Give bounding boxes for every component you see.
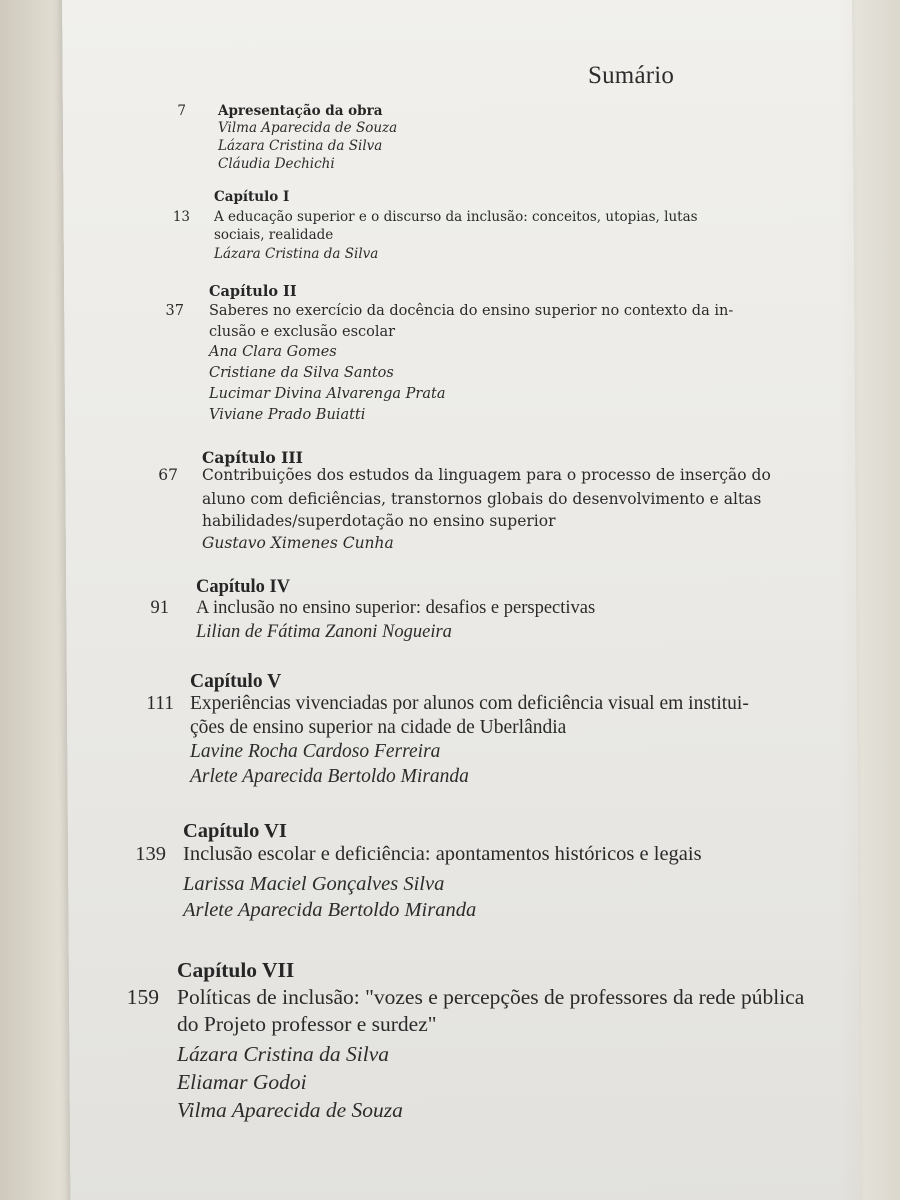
chapter-title-line: sociais, realidade <box>214 227 334 243</box>
chapter-title-line: habilidades/superdotação no ensino superior <box>202 512 556 530</box>
chapter-heading: Capítulo VI <box>183 820 287 842</box>
author-name: Lucimar Divina Alvarenga Prata <box>209 386 446 402</box>
author-name: Arlete Aparecida Bertoldo Miranda <box>190 766 469 787</box>
author-name: Gustavo Ximenes Cunha <box>202 534 394 552</box>
chapter-title-line: Inclusão escolar e deficiência: apontamentos históricos e legais <box>183 843 702 865</box>
author-name: Lázara Cristina da Silva <box>177 1042 390 1066</box>
chapter-heading: Capítulo III <box>202 448 303 467</box>
author-name: Eliamar Godoi <box>177 1070 307 1094</box>
page-number: 139 <box>135 843 166 865</box>
chapter-heading: Capítulo I <box>214 189 290 205</box>
chapter-title-line: Experiências vivenciadas por alunos com deficiência visual em instituі- <box>190 693 749 714</box>
chapter-heading: Capítulo II <box>209 283 297 300</box>
chapter-heading: Capítulo V <box>190 671 282 692</box>
chapter-title-line: Saberes no exercício da docência do ensino superior no contexto da in- <box>209 303 734 319</box>
chapter-title-line: A educação superior e o discurso da inclusão: conceitos, utopias, lutas <box>214 209 698 225</box>
page-number: 7 <box>177 103 186 119</box>
author-name: Ana Clara Gomes <box>209 344 337 360</box>
chapter-title-line: Contribuições dos estudos da linguagem para o processo de inserção do <box>202 466 771 484</box>
author-name: Cristiane da Silva Santos <box>209 365 394 381</box>
page-number: 111 <box>146 693 174 714</box>
chapter-title-line: do Projeto professor e surdez" <box>177 1012 437 1036</box>
author-name: Vilma Aparecida de Souza <box>177 1098 403 1122</box>
page-number: 159 <box>126 985 159 1009</box>
author-name: Larissa Maciel Gonçalves Silva <box>183 873 445 895</box>
author-name: Vilma Aparecida de Souza <box>218 120 398 136</box>
page-number: 67 <box>158 466 178 484</box>
page-title: Sumário <box>588 62 675 89</box>
author-name: Lilian de Fátima Zanoni Nogueira <box>196 622 452 642</box>
page-edge-shadow <box>840 0 900 1200</box>
author-name: Lavine Rocha Cardoso Ferreira <box>190 741 441 762</box>
chapter-title-line: aluno com deficiências, transtornos globais do desenvolvimento e altas <box>202 490 762 508</box>
chapter-heading: Apresentação da obra <box>218 103 383 119</box>
author-name: Lázara Cristina da Silva <box>218 138 383 154</box>
chapter-title-line: Políticas de inclusão: "vozes e percepções de professores da rede pública <box>177 985 805 1009</box>
chapter-heading: Capítulo IV <box>196 577 291 597</box>
page-number: 13 <box>172 209 190 225</box>
chapter-title-line: A inclusão no ensino superior: desafios e perspectivas <box>196 598 596 618</box>
page-number: 91 <box>150 598 169 618</box>
author-name: Arlete Aparecida Bertoldo Miranda <box>183 899 477 921</box>
author-name: Lázara Cristina da Silva <box>214 246 379 262</box>
chapter-title-line: clusão e exclusão escolar <box>209 324 396 340</box>
chapter-heading: Capítulo VII <box>177 958 295 982</box>
page-number: 37 <box>165 303 184 319</box>
author-name: Viviane Prado Buiatti <box>209 407 366 423</box>
author-name: Cláudia Dechichi <box>218 156 335 172</box>
chapter-title-line: ções de ensino superior na cidade de Uberlândia <box>190 717 567 738</box>
